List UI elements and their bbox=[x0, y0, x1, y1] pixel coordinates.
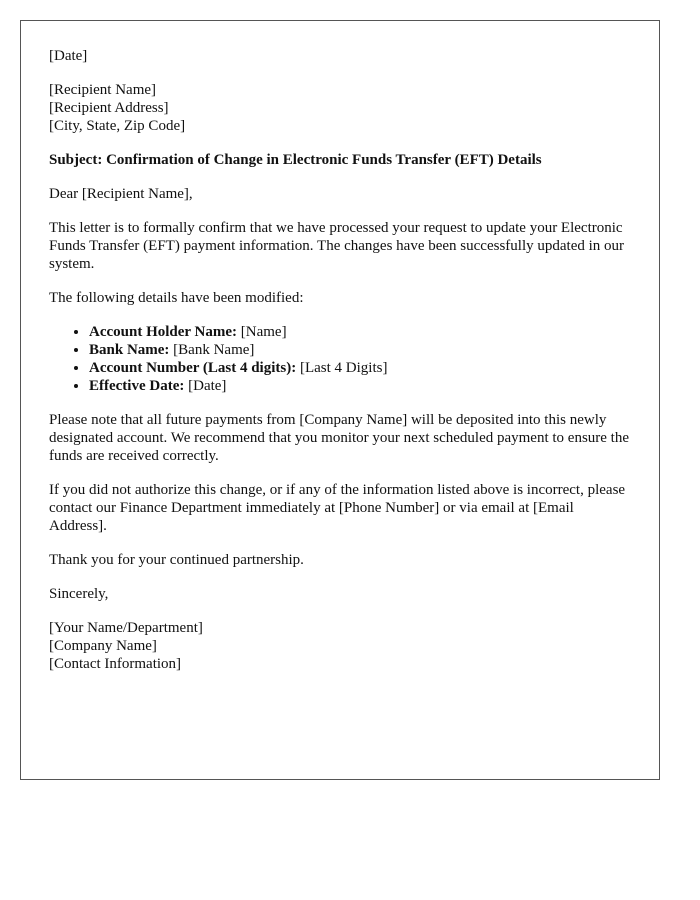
recipient-address: [Recipient Address] bbox=[49, 100, 169, 116]
signature-company: [Company Name] bbox=[49, 638, 157, 654]
recipient-block bbox=[49, 81, 631, 135]
signature-name-department: [Your Name/Department] bbox=[49, 620, 203, 636]
signature-block bbox=[49, 619, 631, 673]
detail-value: [Name] bbox=[237, 324, 287, 340]
recipient-name: [Recipient Name] bbox=[49, 82, 157, 98]
thanks-line: Thank you for your continued partnership. bbox=[49, 552, 304, 568]
letter-subject: Subject: Confirmation of Change in Electronic Funds Transfer (EFT) Details bbox=[49, 152, 542, 168]
signature-contact: [Contact Information] bbox=[49, 656, 182, 672]
detail-value: [Date] bbox=[184, 378, 227, 394]
detail-item-bank-name bbox=[89, 341, 631, 359]
note-paragraph: Please note that all future payments from [Company Name] will be deposited into this newly designated account. We recommend that you monitor your next scheduled payment to ensure the funds are received correctly. bbox=[49, 412, 630, 464]
detail-label: Account Holder Name: bbox=[89, 324, 238, 340]
details-intro: The following details have been modified: bbox=[49, 290, 304, 306]
detail-label: Bank Name: bbox=[89, 342, 170, 358]
intro-paragraph: This letter is to formally confirm that we have processed your request to update your Electronic Funds Transfer (EFT) payment information. The changes have been successfully updated in our system. bbox=[49, 220, 625, 272]
detail-item-account-holder bbox=[89, 323, 631, 341]
salutation: Dear [Recipient Name], bbox=[49, 186, 193, 202]
detail-label: Effective Date: bbox=[89, 378, 185, 394]
detail-value: [Bank Name] bbox=[169, 342, 255, 358]
detail-item-account-number bbox=[89, 359, 631, 377]
detail-value: [Last 4 Digits] bbox=[296, 360, 388, 376]
letter-date: [Date] bbox=[49, 48, 88, 64]
closing: Sincerely, bbox=[49, 586, 109, 602]
recipient-city-state-zip: [City, State, Zip Code] bbox=[49, 118, 186, 134]
details-list bbox=[49, 323, 631, 395]
detail-label: Account Number (Last 4 digits): bbox=[89, 360, 297, 376]
warning-paragraph: If you did not authorize this change, or if any of the information listed above is incorrect, please contact our Finance Department immediately at [Phone Number] or via email at [Email Address]. bbox=[49, 482, 626, 534]
letter-page bbox=[20, 20, 660, 780]
detail-item-effective-date bbox=[89, 377, 631, 395]
